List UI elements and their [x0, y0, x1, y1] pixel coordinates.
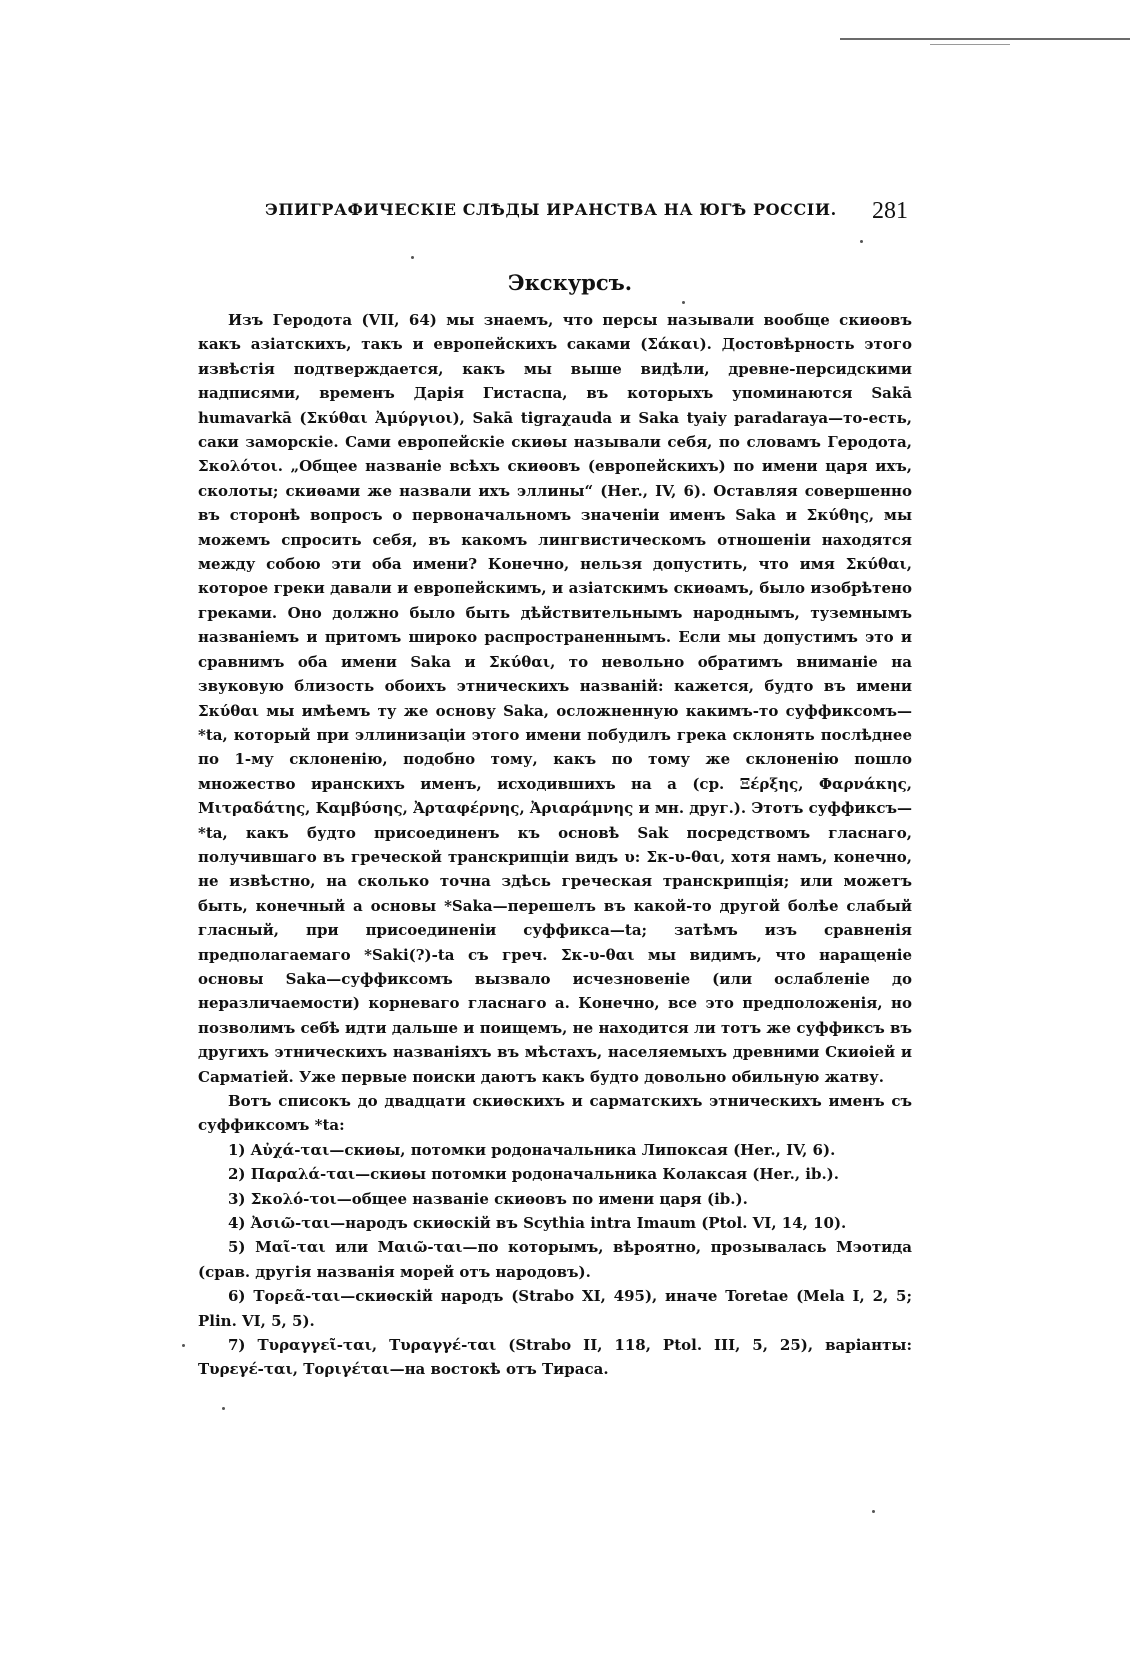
- top-rule: [840, 38, 1130, 40]
- scan-speck: [222, 1407, 225, 1410]
- list-item: 3) Σκολό-τοι—общее названіе скиѳовъ по имени царя (ib.).: [228, 1189, 748, 1208]
- top-rule-secondary: [930, 44, 1010, 45]
- list-item: 6) Τορεᾶ-ται—скиѳскій народъ (Strabo XI, 495), иначе Toretae (Mela I, 2, 5; Plin. VI, 5, 5).: [198, 1287, 912, 1330]
- scan-speck: [860, 240, 863, 243]
- list-item: 2) Παραλά-ται—скиѳы потомки родоначальника Колаксая (Her., ib.).: [228, 1165, 839, 1184]
- scan-speck: [872, 1510, 875, 1513]
- section-title: Экскурсъ.: [507, 270, 633, 295]
- list-item: 5) Μαῖ-ται или Μαιῶ-ται—по которымъ, вѣроятно, прозывалась Мэотида (срав. другія названія морей отъ народовъ).: [198, 1238, 912, 1281]
- paragraph: Вотъ списокъ до двадцати скиѳскихъ и сарматскихъ этническихъ именъ съ суффиксомъ *ta:: [198, 1092, 912, 1135]
- list-item: 1) Αὐχά-ται—скиѳы, потомки родоначальника Липоксая (Her., IV, 6).: [228, 1140, 836, 1159]
- list-item: 4) Ἀσιῶ-ται—народъ скиѳскій въ Scythia intra Imaum (Ptol. VI, 14, 10).: [228, 1214, 847, 1233]
- page-number: 281: [872, 198, 908, 224]
- running-head: ЭПИГРАФИЧЕСКІЕ СЛѢДЫ ИРАНСТВА НА ЮГѢ РОССІИ.: [265, 200, 837, 219]
- scan-speck: [682, 301, 685, 304]
- scan-speck: [182, 1344, 185, 1347]
- body-text: [198, 308, 912, 1382]
- paragraph: Изъ Геродота (VII, 64) мы знаемъ, что персы называли вообще скиѳовъ какъ азіатскихъ, такъ и европейскихъ саками (Σάκαι). Достовѣрность этого извѣстія подтверждается, какъ мы выше видѣли, древне-персидскими надписями, временъ Дарія Гистаспа, въ которыхъ упоминаются Sakā humavarkā (Σκύθαι Ἀμύργιοι), Sakā tigraχauda и Saka tyaiy paradaraya—то-есть, саки заморскіе. Сами европейскіе скиѳы называли себя, по словамъ Геродота, Σκολότοι. „Общее названіе всѣхъ скиѳовъ (европейскихъ) по имени царя ихъ, сколоты; скиѳами же назвали ихъ эллины“ (Her., IV, 6). Оставляя совершенно въ сторонѣ вопросъ о первоначальномъ значеніи именъ Saka и Σκύθης, мы можемъ спросить себя, въ какомъ лингвистическомъ отношеніи находятся между собою эти оба имени? Конечно, нельзя допустить, что имя Σκύθαι, которое греки давали и европейскимъ, и азіатскимъ скиѳамъ, было изобрѣтено греками. Оно должно было быть дѣйствительнымъ народнымъ, туземнымъ названіемъ и притомъ широко распространеннымъ. Если мы допустимъ это и сравнимъ оба имени Saka и Σκύθαι, то невольно обратимъ вниманіе на звуковую близость обоихъ этническихъ названій: кажется, будто въ имени Σκύθαι мы имѣемъ ту же основу Saka, осложненную какимъ-то суффиксомъ—*ta, который при эллинизаціи этого имени побудилъ грека склонять послѣднее по 1-му склоненію, подобно тому, какъ по тому же склоненію пошло множество иранскихъ именъ, исходившихъ на a (ср. Ξέρξης, Φαρνάκης, Μιτραδάτης, Καμβύσης, Ἀρταφέρνης, Ἀριαράμνης и мн. друг.). Этотъ суффиксъ—*ta, какъ будто присоединенъ къ основѣ Sak посредствомъ гласнаго, получившаго въ греческой транскрипціи видъ υ: Σκ-υ-θαι, хотя намъ, конечно, не извѣстно, на сколько точна здѣсь греческая транскрипція; или можетъ быть, конечный a основы *Saka—перешелъ въ какой-то другой болѣе слабый гласный, при присоединеніи суффикса—ta; затѣмъ изъ сравненія предполагаемаго *Saki(?)-ta съ греч. Σκ-υ-θαι мы видимъ, что наращеніе основы Saka—суффиксомъ вызвало исчезновеніе (или ослабленіе до неразличаемости) корневаго гласнаго a. Конечно, все это предположенія, но позволимъ себѣ идти дальше и поищемъ, не находится ли тотъ же суффиксъ въ другихъ этническихъ названіяхъ въ мѣстахъ, населяемыхъ древними Скиѳіей и Сарматіей. Уже первые поиски даютъ какъ будто довольно обильную жатву.: [198, 311, 912, 1086]
- list-item: 7) Τυραγγεῖ-ται, Τυραγγέ-ται (Strabo II, 118, Ptol. III, 5, 25), варіанты: Τυρεγέ-ται, Τοριγέται—на востокѣ отъ Тираса.: [198, 1336, 912, 1379]
- scan-speck: [411, 256, 414, 259]
